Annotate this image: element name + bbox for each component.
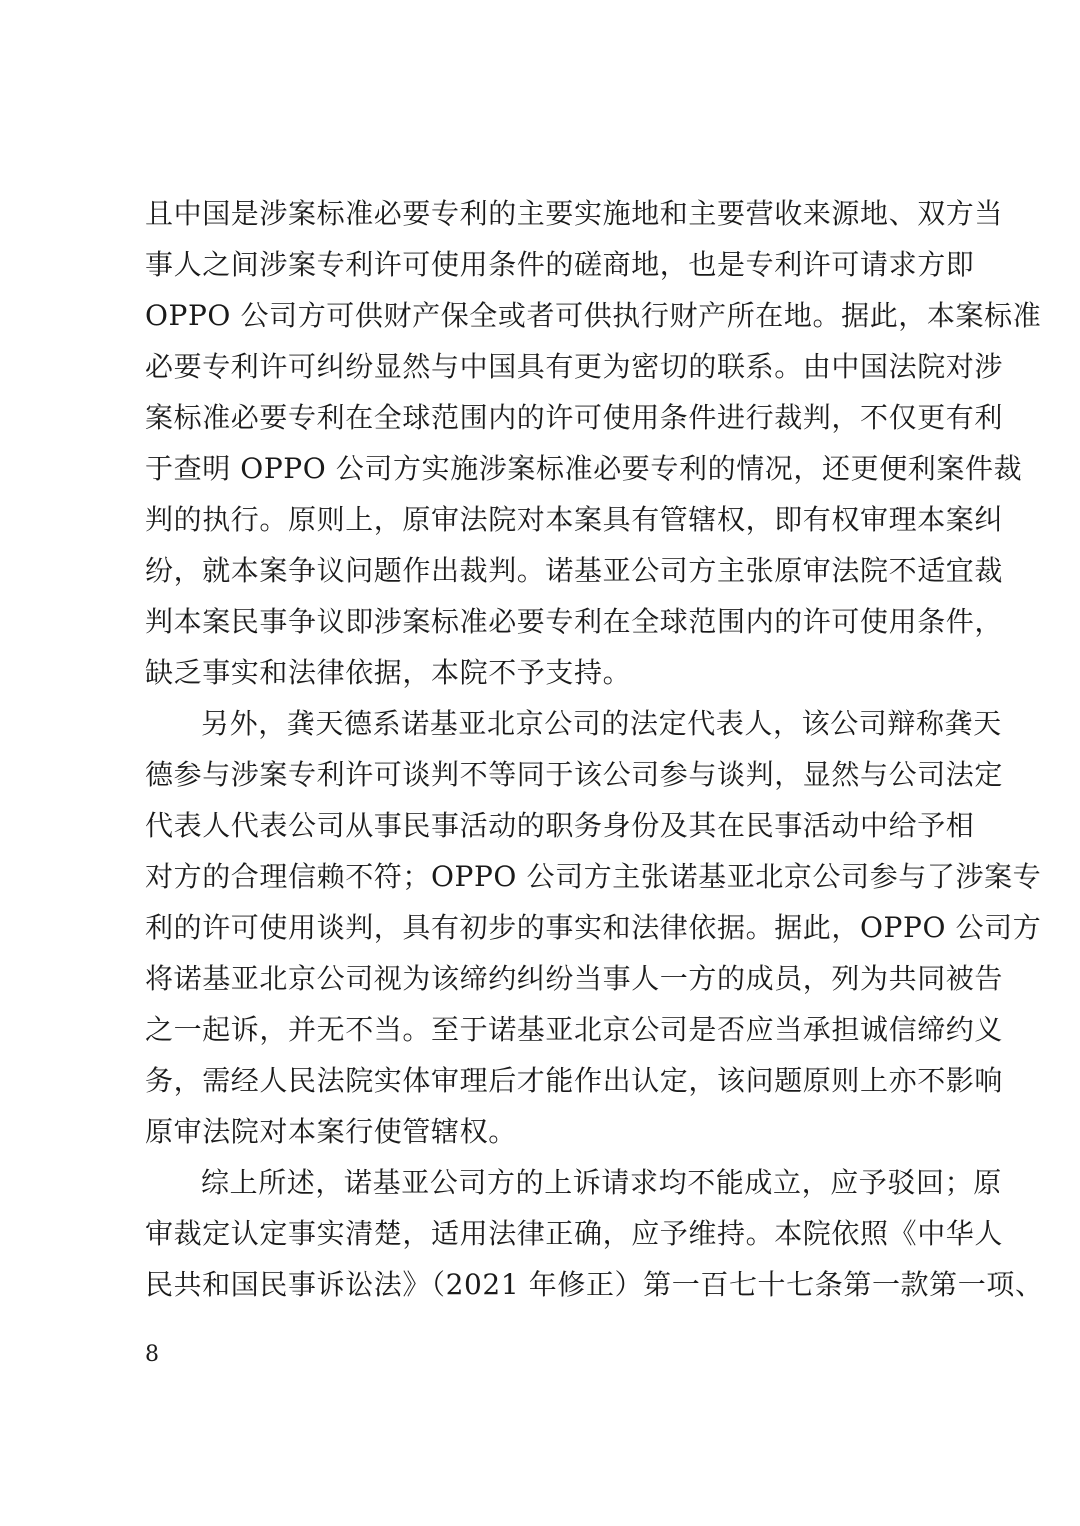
text-line: 判的执行。原则上，原审法院对本案具有管辖权，即有权审理本案纠: [145, 503, 1004, 536]
paragraph-3: [145, 1157, 1044, 1310]
text-line: 审裁定认定事实清楚，适用法律正确，应予维持。本院依照《中华人: [145, 1217, 1004, 1250]
text-line: 代表人代表公司从事民事活动的职务身份及其在民事活动中给予相: [145, 809, 975, 842]
text-line: 德参与涉案专利许可谈判不等同于该公司参与谈判，显然与公司法定: [145, 758, 1004, 791]
document-body: [145, 188, 1044, 1310]
paragraph-1: [145, 188, 1042, 698]
text-line: 之一起诉，并无不当。至于诺基亚北京公司是否应当承担诚信缔约义: [145, 1013, 1004, 1046]
text-line: 事人之间涉案专利许可使用条件的磋商地，也是专利许可请求方即: [145, 248, 975, 281]
text-line: 必要专利许可纠纷显然与中国具有更为密切的联系。由中国法院对涉: [145, 350, 1004, 383]
text-line: 缺乏事实和法律依据，本院不予支持。: [145, 656, 632, 689]
text-line: 将诺基亚北京公司视为该缔约纠纷当事人一方的成员，列为共同被告: [145, 962, 1004, 995]
text-line: 对方的合理信赖不符；OPPO 公司方主张诺基亚北京公司参与了涉案专: [145, 860, 1042, 893]
text-line: 纷，就本案争议问题作出裁判。诺基亚公司方主张原审法院不适宜裁: [145, 554, 1004, 587]
paragraph-2: [145, 698, 1042, 1157]
text-line: 利的许可使用谈判，具有初步的事实和法律依据。据此，OPPO 公司方: [145, 911, 1042, 944]
text-line: 案标准必要专利在全球范围内的许可使用条件进行裁判，不仅更有利: [145, 401, 1004, 434]
text-line: OPPO 公司方可供财产保全或者可供执行财产所在地。据此，本案标准: [145, 299, 1042, 332]
text-line: 另外，龚天德系诺基亚北京公司的法定代表人，该公司辩称龚天: [201, 707, 1002, 740]
text-line: 于查明 OPPO 公司方实施涉案标准必要专利的情况，还更便利案件裁: [145, 452, 1023, 485]
text-line: 判本案民事争议即涉案标准必要专利在全球范围内的许可使用条件，: [145, 605, 1004, 638]
text-line: 原审法院对本案行使管辖权。: [145, 1115, 517, 1148]
text-line: 且中国是涉案标准必要专利的主要实施地和主要营收来源地、双方当: [145, 197, 1004, 230]
text-line: 务，需经人民法院实体审理后才能作出认定，该问题原则上亦不影响: [145, 1064, 1004, 1097]
page-number: 8: [145, 1342, 159, 1367]
text-line: 综上所述，诺基亚公司方的上诉请求均不能成立，应予驳回；原: [201, 1166, 1002, 1199]
text-line: 民共和国民事诉讼法》（2021 年修正）第一百七十七条第一款第一项、: [145, 1268, 1044, 1301]
